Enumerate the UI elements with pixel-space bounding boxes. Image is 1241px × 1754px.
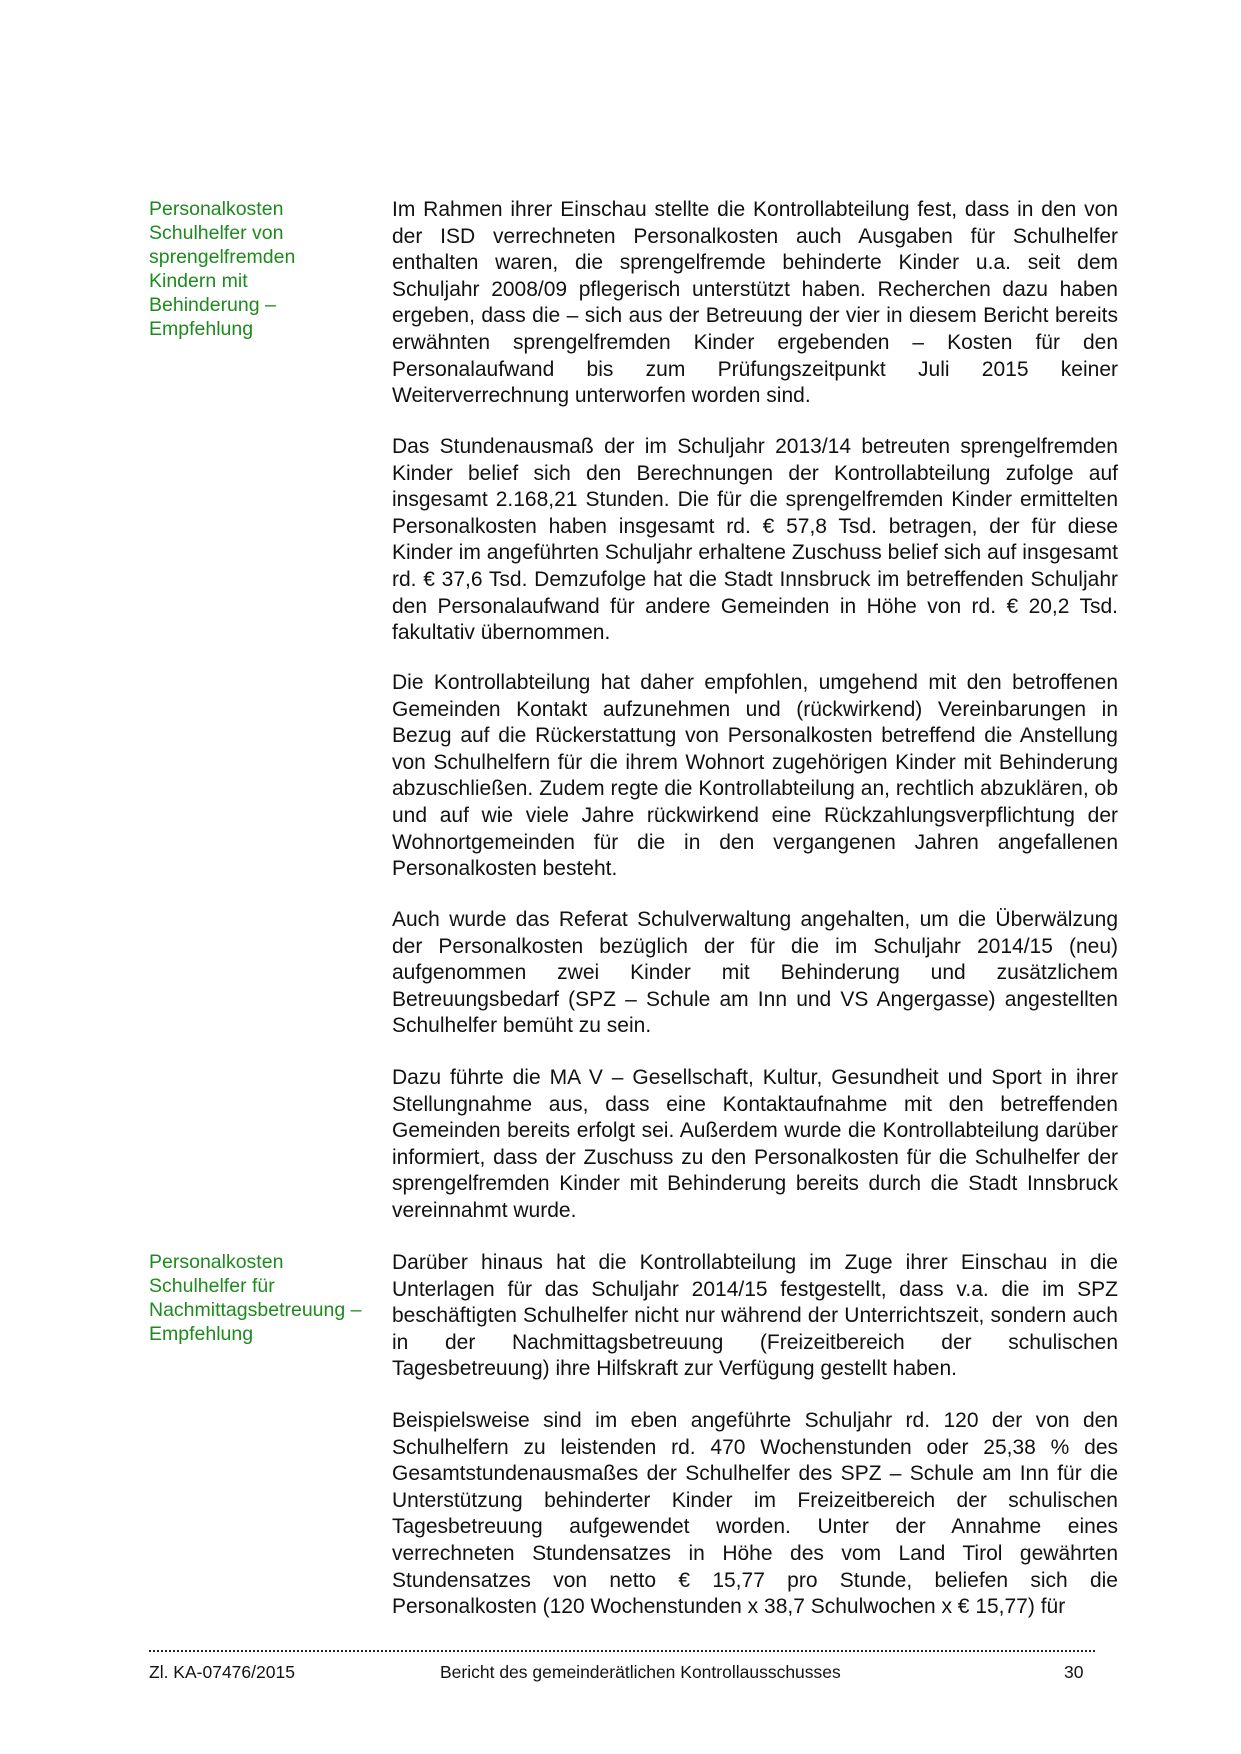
footer-divider xyxy=(149,1650,1095,1652)
footer-title: Bericht des gemeinderätlichen Kontrollausschusses xyxy=(440,1662,841,1682)
page-number: 30 xyxy=(1064,1662,1084,1682)
paragraph: Die Kontrollabteilung hat daher empfohlen, umgehend mit den betroffenen Gemeinden Kontakt aufzunehmen und (rückwirkend) Vereinbarungen in Bezug auf die Rückerstattung von Personalkosten betreffend die Anstellung von Schulhelfern für die ihrem Wohnort zugehörigen Kinder mit Behinderung abzuschließen. Zudem regte die Kontrollabteilung an, rechtlich abzuklären, ob und auf wie viele Jahre rückwirkend eine Rückzahlungsverpflichtung der Wohnortgemeinden für die in den vergangenen Jahren angefallenen Personalkosten besteht. xyxy=(392,671,1118,881)
paragraph: Darüber hinaus hat die Kontrollabteilung im Zuge ihrer Einschau in die Unterlagen für das Schuljahr 2014/15 festgestellt, dass v.a. die im SPZ beschäftigten Schulhelfer nicht nur während der Unterrichtszeit, sondern auch in der Nachmittagsbetreuung (Freizeitbereich der schulischen Tagesbetreuung) ihre Hilfskraft zur Verfügung gestellt haben. xyxy=(392,1251,1118,1381)
margin-note-line: Personalkosten xyxy=(149,198,284,220)
margin-note-line: Schulhelfer für xyxy=(149,1275,275,1297)
margin-note-line: Nachmittagsbetreuung – xyxy=(149,1299,362,1321)
margin-note-line: Schulhelfer von xyxy=(149,222,284,244)
margin-note-line: Personalkosten xyxy=(149,1251,284,1273)
margin-note-line: Empfehlung xyxy=(149,1323,254,1345)
margin-note-line: Kindern mit xyxy=(149,270,248,292)
paragraph: Dazu führte die MA V – Gesellschaft, Kultur, Gesundheit und Sport in ihrer Stellungnahme aus, dass eine Kontaktaufnahme mit den betreffenden Gemeinden bereits erfolgt sei. Außerdem wurde die Kontrollabteilung darüber informiert, dass der Zuschuss zu den Personalkosten für die Schulhelfer der sprengelfremden Kinder mit Behinderung bereits durch die Stadt Innsbruck vereinnahmt wurde. xyxy=(392,1066,1118,1222)
margin-note-line: Empfehlung xyxy=(149,318,254,340)
footer-reference: Zl. KA-07476/2015 xyxy=(149,1662,295,1682)
paragraph: Im Rahmen ihrer Einschau stellte die Kontrollabteilung fest, dass in den von der ISD verrechneten Personalkosten auch Ausgaben für Schulhelfer enthalten waren, die sprengelfremde behinderte Kinder u.a. seit dem Schuljahr 2008/09 pflegerisch unterstützt haben. Recherchen dazu haben ergeben, dass die – sich aus der Betreuung der vier in diesem Bericht bereits erwähnten sprengelfremden Kinder ergebenden – Kosten für den Personalaufwand bis zum Prüfungszeitpunkt Juli 2015 keiner Weiterverrechnung unterworfen worden sind. xyxy=(392,198,1118,408)
margin-note-sprengelfremde xyxy=(149,197,379,341)
margin-note-nachmittagsbetreuung xyxy=(149,1250,379,1346)
paragraph: Das Stundenausmaß der im Schuljahr 2013/14 betreuten sprengelfremden Kinder belief sich den Berechnungen der Kontrollabteilung zufolge auf insgesamt 2.168,21 Stunden. Die für die sprengelfremden Kinder ermittelten Personalkosten haben insgesamt rd. € 57,8 Tsd. betragen, der für diese Kinder im angeführten Schuljahr erhaltene Zuschuss belief sich auf insgesamt rd. € 37,6 Tsd. Demzufolge hat die Stadt Innsbruck im betreffenden Schuljahr den Personalaufwand für andere Gemeinden in Höhe von rd. € 20,2 Tsd. fakultativ übernommen. xyxy=(392,435,1118,645)
paragraph: Beispielsweise sind im eben angeführte Schuljahr rd. 120 der von den Schulhelfern zu leistenden rd. 470 Wochenstunden oder 25,38 % des Gesamtstundenausmaßes der Schulhelfer des SPZ – Schule am Inn für die Unterstützung behinderter Kinder im Freizeitbereich der schulischen Tagesbetreuung aufgewendet worden. Unter der Annahme eines verrechneten Stundensatzes in Höhe des vom Land Tirol gewährten Stundensatzes von netto € 15,77 pro Stunde, beliefen sich die Personalkosten (120 Wochenstunden x 38,7 Schulwochen x € 15,77) für xyxy=(392,1409,1118,1619)
margin-note-line: sprengelfremden xyxy=(149,246,296,268)
margin-note-line: Behinderung – xyxy=(149,294,276,316)
paragraph: Auch wurde das Referat Schulverwaltung angehalten, um die Überwälzung der Personalkosten bezüglich der für die im Schuljahr 2014/15 (neu) aufgenommen zwei Kinder mit Behinderung und zusätzlichem Betreuungsbedarf (SPZ – Schule am Inn und VS Angergasse) angestellten Schulhelfer bemüht zu sein. xyxy=(392,908,1118,1038)
